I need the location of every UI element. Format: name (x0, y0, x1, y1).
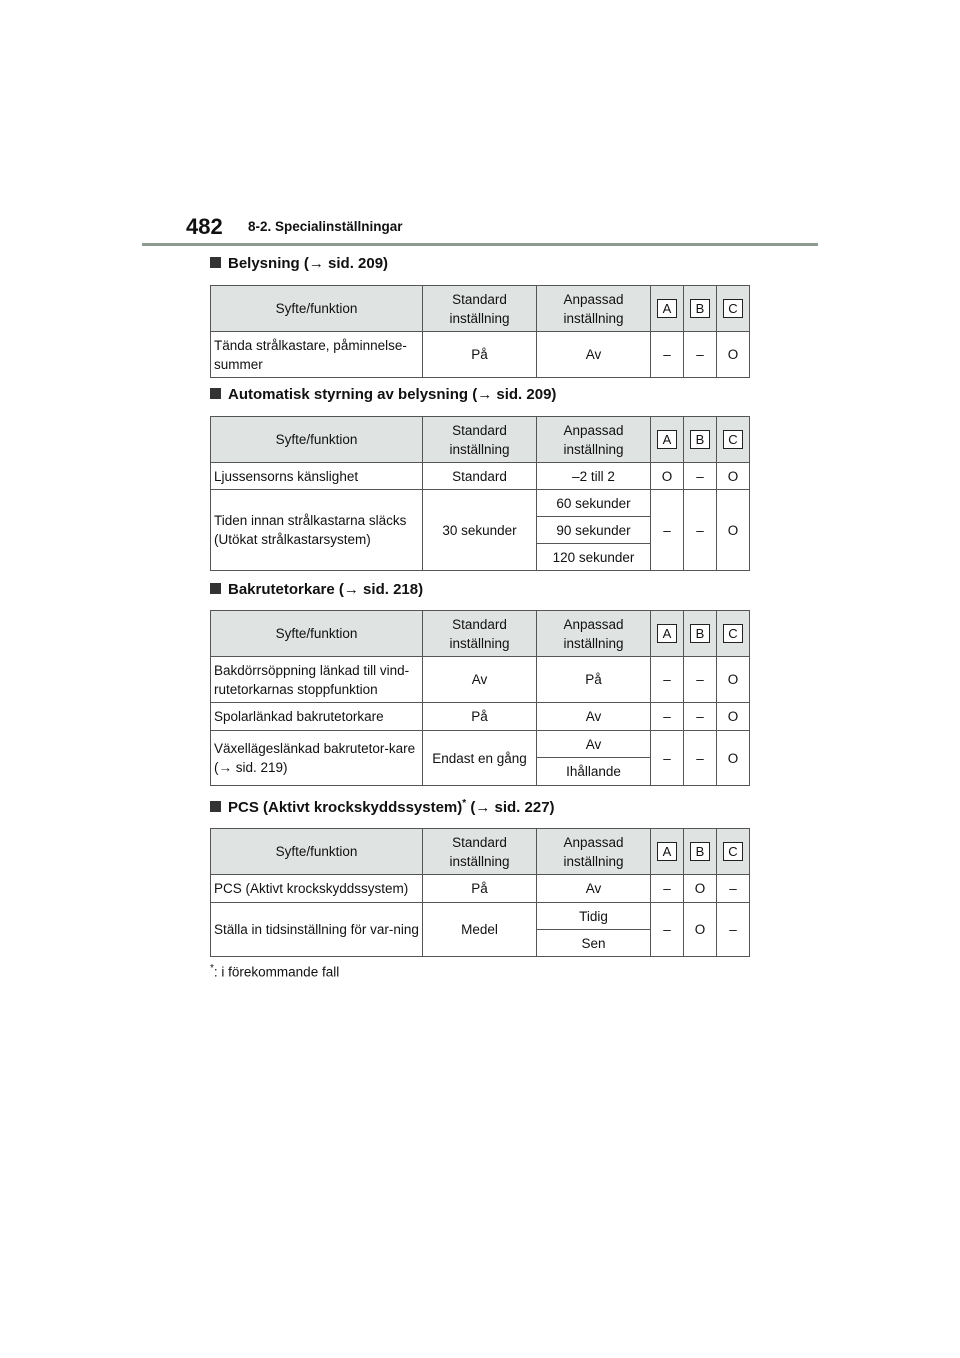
cell-custom: På (537, 657, 651, 703)
table-row (211, 463, 750, 490)
cell-a: – (651, 332, 684, 378)
cell-b: – (684, 657, 717, 703)
cell-function: Tiden innan strålkastarna släcks (Utökat strålkastarsystem) (211, 490, 423, 571)
header-c: C (717, 829, 750, 875)
cell-c: O (717, 490, 750, 571)
cell-custom: Av (537, 703, 651, 731)
header-a: A (651, 417, 684, 463)
cell-c: O (717, 332, 750, 378)
cell-standard: Endast en gång (423, 731, 537, 786)
cell-a: – (651, 903, 684, 957)
cell-standard: Standard (423, 463, 537, 490)
cell-function: Tända strålkastare, påminnelse-summer (211, 332, 423, 378)
header-standard: Standard inställning (423, 829, 537, 875)
table-header-row (211, 829, 750, 875)
table-header-row (211, 611, 750, 657)
header-c: C (717, 417, 750, 463)
header-function: Syfte/funktion (211, 417, 423, 463)
heading-belysning: Belysning (→ sid. 209) (210, 255, 388, 272)
cell-custom-option: Av (537, 731, 651, 758)
cell-b: – (684, 703, 717, 731)
header-standard: Standard inställning (423, 611, 537, 657)
cell-a: O (651, 463, 684, 490)
header-standard: Standard inställning (423, 417, 537, 463)
header-b: B (684, 829, 717, 875)
cell-function: Spolarlänkad bakrutetorkare (211, 703, 423, 731)
cell-a: – (651, 875, 684, 903)
heading-bakrutetorkare: Bakrutetorkare (→ sid. 218) (210, 581, 423, 598)
header-b: B (684, 611, 717, 657)
header-standard: Standard inställning (423, 286, 537, 332)
square-bullet-icon (210, 583, 221, 594)
header-a: A (651, 611, 684, 657)
cell-standard: Av (423, 657, 537, 703)
section-title: 8-2. Specialinställningar (248, 219, 403, 234)
cell-c: O (717, 463, 750, 490)
table-automatisk-belysning (210, 416, 750, 571)
heading-pcs: PCS (Aktivt krockskyddssystem)* (→ sid. 227) (210, 798, 555, 816)
cell-b: – (684, 463, 717, 490)
cell-standard: På (423, 332, 537, 378)
square-bullet-icon (210, 388, 221, 399)
table-row (211, 875, 750, 903)
table-row (211, 903, 750, 930)
cell-c: O (717, 657, 750, 703)
header-custom: Anpassad inställning (537, 611, 651, 657)
cell-b: O (684, 903, 717, 957)
cell-c: – (717, 875, 750, 903)
page-number: 482 (186, 214, 223, 239)
cell-standard: 30 sekunder (423, 490, 537, 571)
table-row (211, 731, 750, 758)
square-bullet-icon (210, 257, 221, 268)
header-custom: Anpassad inställning (537, 286, 651, 332)
heading-automatisk-belysning: Automatisk styrning av belysning (→ sid. 209) (210, 386, 556, 403)
cell-b: – (684, 731, 717, 786)
header-rule (142, 243, 818, 246)
header-function: Syfte/funktion (211, 829, 423, 875)
cell-custom-option: Tidig (537, 903, 651, 930)
cell-c: O (717, 731, 750, 786)
cell-custom-option: 60 sekunder (537, 490, 651, 517)
cell-c: – (717, 903, 750, 957)
table-header-row (211, 286, 750, 332)
cell-b: – (684, 332, 717, 378)
table-header-row (211, 417, 750, 463)
cell-custom-option: Sen (537, 930, 651, 957)
table-row (211, 657, 750, 703)
cell-standard: På (423, 703, 537, 731)
header-b: B (684, 286, 717, 332)
header-custom: Anpassad inställning (537, 829, 651, 875)
header-b: B (684, 417, 717, 463)
cell-b: O (684, 875, 717, 903)
cell-function: PCS (Aktivt krockskyddssystem) (211, 875, 423, 903)
cell-function: Växellägeslänkad bakrutetor-kare (→ sid. 219) (211, 731, 423, 786)
cell-custom: –2 till 2 (537, 463, 651, 490)
cell-custom: Av (537, 332, 651, 378)
cell-b: – (684, 490, 717, 571)
table-pcs (210, 828, 750, 957)
cell-function: Bakdörrsöppning länkad till vind-rutetorkarnas stoppfunktion (211, 657, 423, 703)
header-function: Syfte/funktion (211, 286, 423, 332)
table-bakrutetorkare (210, 610, 750, 786)
square-bullet-icon (210, 801, 221, 812)
cell-custom-option: 120 sekunder (537, 544, 651, 571)
table-belysning (210, 285, 750, 378)
header-c: C (717, 286, 750, 332)
header-custom: Anpassad inställning (537, 417, 651, 463)
cell-a: – (651, 703, 684, 731)
cell-custom-option: 90 sekunder (537, 517, 651, 544)
header-c: C (717, 611, 750, 657)
cell-a: – (651, 657, 684, 703)
header-function: Syfte/funktion (211, 611, 423, 657)
cell-a: – (651, 731, 684, 786)
cell-function: Ställa in tidsinställning för var-ning (211, 903, 423, 957)
cell-a: – (651, 490, 684, 571)
cell-standard: Medel (423, 903, 537, 957)
cell-c: O (717, 703, 750, 731)
footnote: *: i förekommande fall (210, 963, 340, 980)
cell-function: Ljussensorns känslighet (211, 463, 423, 490)
table-row (211, 332, 750, 378)
cell-custom: Av (537, 875, 651, 903)
header-a: A (651, 286, 684, 332)
cell-custom-option: Ihållande (537, 758, 651, 786)
table-row (211, 490, 750, 517)
cell-standard: På (423, 875, 537, 903)
table-row (211, 703, 750, 731)
header-a: A (651, 829, 684, 875)
